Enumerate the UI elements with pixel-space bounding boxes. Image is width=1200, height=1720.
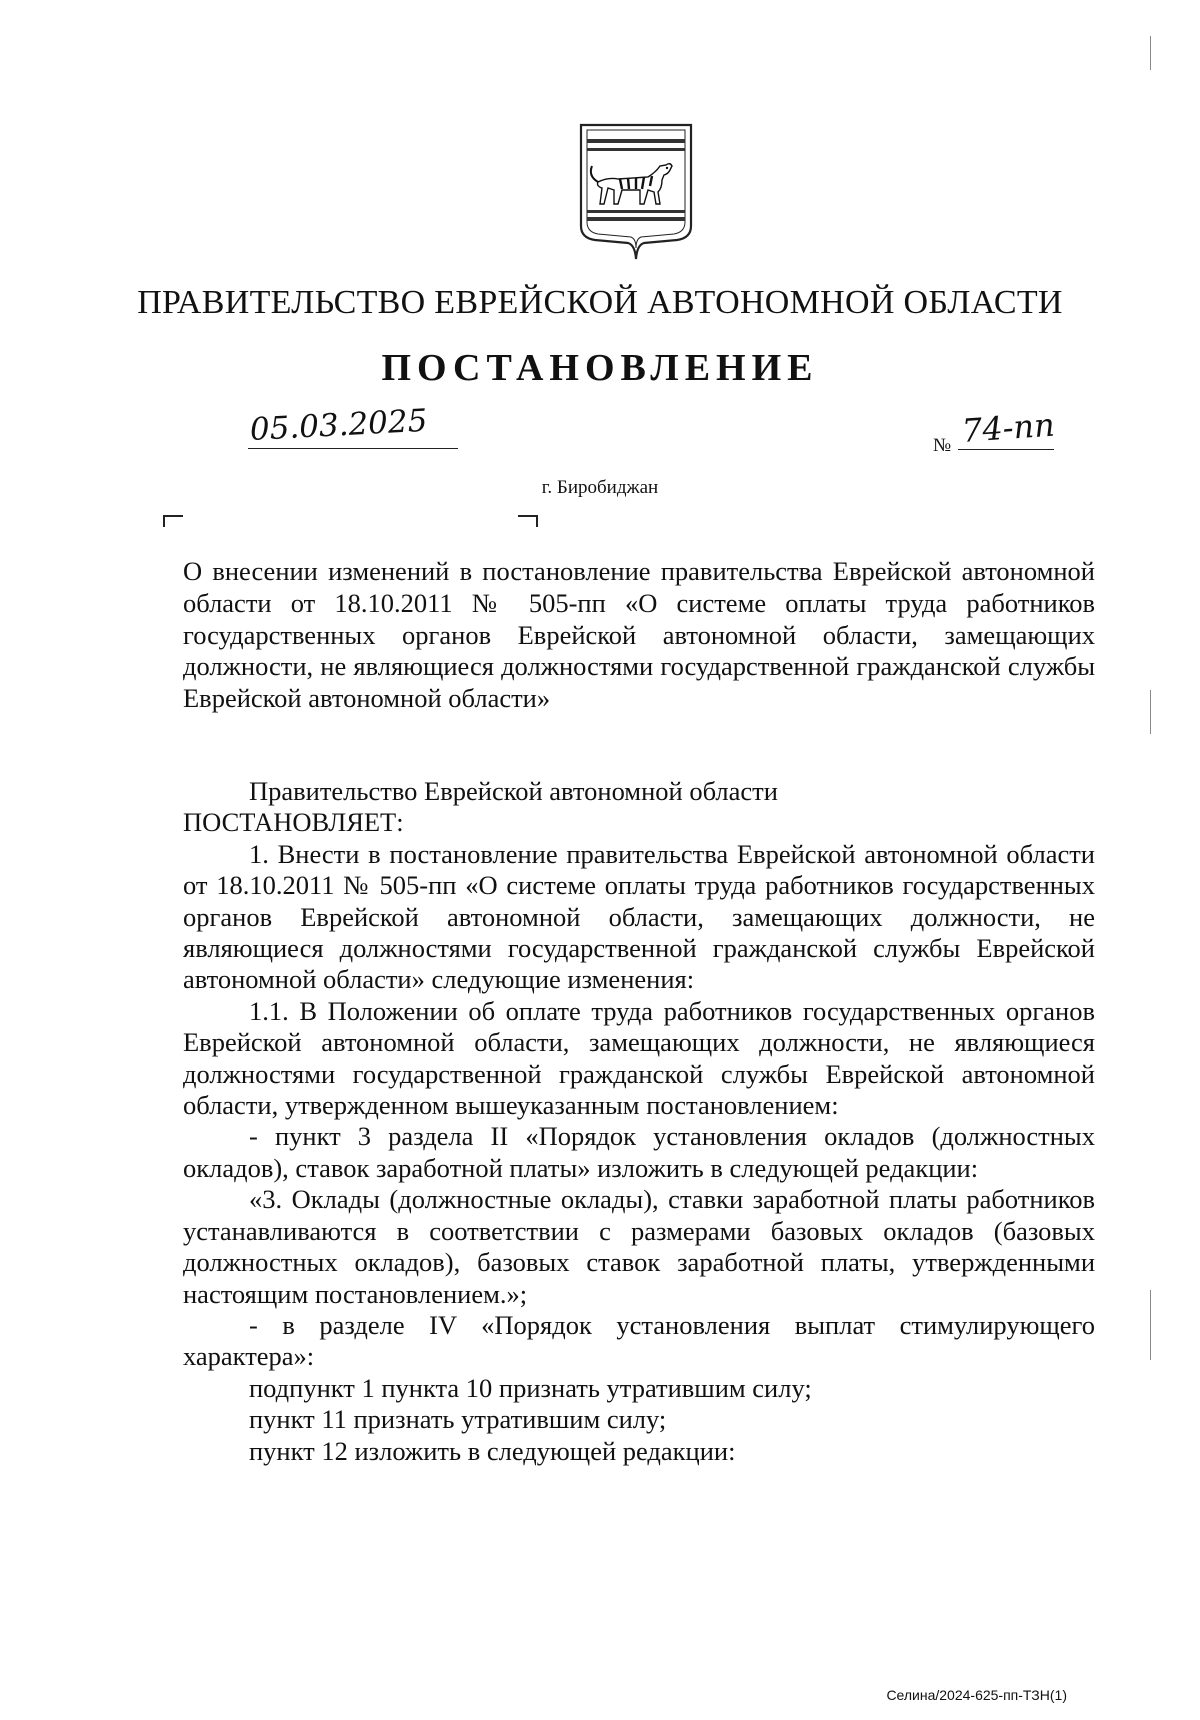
decree-word: ПОСТАНОВЛЯЕТ: [183, 807, 404, 838]
paragraph-item-11: пункт 11 признать утратившим силу; [249, 1404, 667, 1435]
document-body [183, 776, 1095, 1467]
document-number: 74-пп [960, 405, 1056, 450]
preamble: Правительство Еврейской автономной области [249, 776, 778, 806]
number-label: № [933, 435, 952, 456]
scan-artifact [1150, 36, 1151, 70]
government-title: ПРАВИТЕЛЬСТВО ЕВРЕЙСКОЙ АВТОНОМНОЙ ОБЛАСТИ [137, 284, 1063, 321]
paragraph-section-4: - в разделе IV «Порядок установления выплат стимулирующего характера»: [183, 1309, 1095, 1372]
title-bracket-right [518, 515, 538, 527]
paragraph-1-1: 1.1. В Положении об оплате труда работников государственных органов Еврейской автономной области, замещающих должности, не являющиеся должностями государственной гражданской службы Еврейской автономной области, утвержденном вышеуказанным постановлением: [183, 995, 1095, 1121]
document-title: О внесении изменений в постановление правительства Еврейской автономной области от 18.10.2011 № 505-пп «О системе оплаты труда работников государственных органов Еврейской автономной области, замещающих должности, не являющиеся должностями государственной гражданской службы Еврейской автономной области» [183, 556, 1095, 714]
coat-of-arms-emblem [578, 122, 694, 262]
paragraph-item-3: - пункт 3 раздела II «Порядок установления окладов (должностных окладов), ставок заработной платы» изложить в следующей редакции: [183, 1121, 1095, 1183]
document-type: ПОСТАНОВЛЕНИЕ [381, 347, 819, 389]
title-bracket-left [163, 515, 183, 527]
scan-artifact [1150, 690, 1151, 734]
city-name: г. Биробиджан [541, 477, 659, 498]
scan-artifact [1150, 1290, 1151, 1360]
number-underline [958, 449, 1054, 450]
paragraph-quote-3: «3. Оклады (должностные оклады), ставки заработной платы работников устанавливаются в соответствии с размерами базовых окладов (базовых должностных окладов), базовых ставок заработной платы, утвержденными настоящим постановлением.»; [183, 1184, 1095, 1309]
footer-code: Селина/2024-625-пп-ТЗН(1) [886, 1687, 1067, 1703]
paragraph-1: 1. Внести в постановление правительства Еврейской автономной области от 18.10.2011 № 505-пп «О системе оплаты труда работников государственных органов Еврейской автономной области, замещающих должности, не являющиеся должностями государственной гражданской службы Еврейской автономной области» следующие изменения: [183, 838, 1095, 995]
date-underline [248, 448, 458, 449]
document-date: 05.03.2025 [249, 402, 429, 448]
paragraph-item-12: пункт 12 изложить в следующей редакции: [249, 1435, 736, 1466]
paragraph-sub-10: подпункт 1 пункта 10 признать утратившим силу; [249, 1372, 812, 1403]
